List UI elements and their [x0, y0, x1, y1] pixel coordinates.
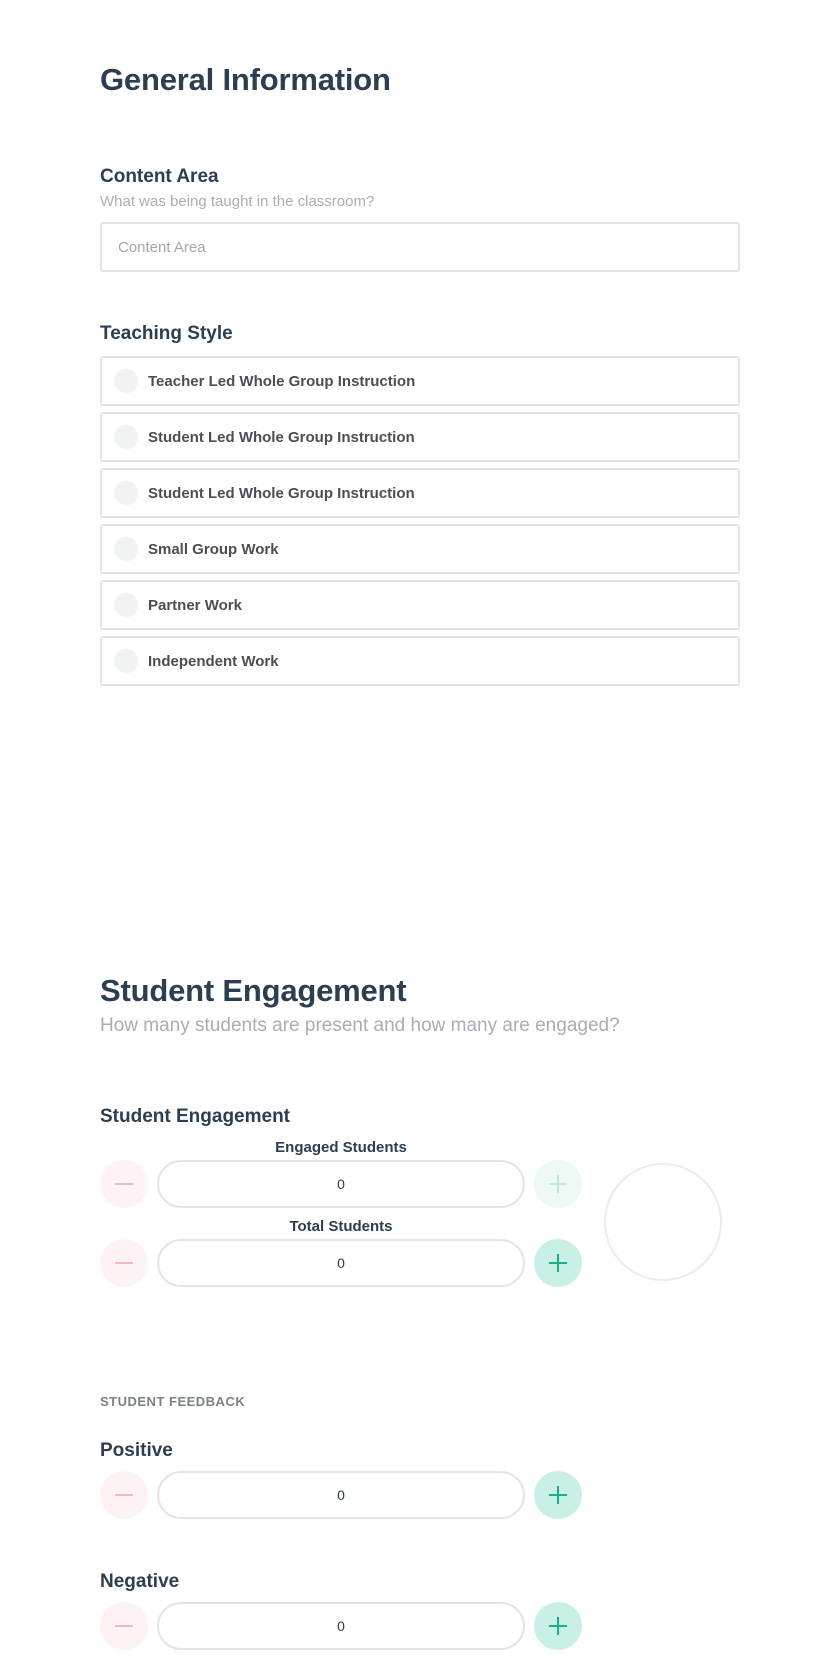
decrement-button[interactable]	[100, 1160, 148, 1208]
content-area-label: Content Area	[100, 166, 219, 187]
option-label: Small Group Work	[148, 540, 279, 558]
increment-button[interactable]	[534, 1602, 582, 1650]
plus-icon	[547, 1484, 569, 1506]
content-area-help: What was being taught in the classroom?	[100, 193, 375, 210]
plus-icon	[547, 1252, 569, 1274]
total-students-label: Total Students	[289, 1218, 393, 1235]
teaching-style-options	[100, 356, 740, 692]
increment-button[interactable]	[534, 1160, 582, 1208]
radio-button[interactable]	[114, 369, 138, 393]
minus-icon	[113, 1173, 135, 1195]
decrement-button[interactable]	[100, 1471, 148, 1519]
plus-icon	[547, 1173, 569, 1195]
radio-button[interactable]	[114, 537, 138, 561]
page-title: General Information	[100, 62, 391, 97]
decrement-button[interactable]	[100, 1239, 148, 1287]
increment-button[interactable]	[534, 1239, 582, 1287]
positive-label: Positive	[100, 1440, 173, 1461]
radio-button[interactable]	[114, 481, 138, 505]
plus-icon	[547, 1615, 569, 1637]
teaching-style-option[interactable]	[100, 636, 740, 686]
radio-button[interactable]	[114, 425, 138, 449]
teaching-style-option[interactable]	[100, 356, 740, 406]
student-feedback-heading: STUDENT FEEDBACK	[100, 1394, 246, 1409]
positive-stepper	[100, 1471, 582, 1519]
engagement-ring-chart	[604, 1163, 722, 1281]
option-label: Partner Work	[148, 596, 242, 614]
total-students-stepper	[100, 1239, 582, 1287]
option-label: Student Led Whole Group Instruction	[148, 484, 415, 502]
content-area-input[interactable]	[100, 222, 740, 272]
negative-value[interactable]: 0	[157, 1602, 525, 1650]
total-students-value[interactable]: 0	[157, 1239, 525, 1287]
engaged-students-value[interactable]: 0	[157, 1160, 525, 1208]
positive-value[interactable]: 0	[157, 1471, 525, 1519]
teaching-style-option[interactable]	[100, 524, 740, 574]
option-label: Student Led Whole Group Instruction	[148, 428, 415, 446]
decrement-button[interactable]	[100, 1602, 148, 1650]
teaching-style-option[interactable]	[100, 580, 740, 630]
teaching-style-option[interactable]	[100, 468, 740, 518]
engagement-field-label: Student Engagement	[100, 1106, 291, 1127]
radio-button[interactable]	[114, 649, 138, 673]
minus-icon	[113, 1615, 135, 1637]
negative-label: Negative	[100, 1571, 180, 1592]
option-label: Independent Work	[148, 652, 279, 670]
minus-icon	[113, 1252, 135, 1274]
teaching-style-label: Teaching Style	[100, 323, 233, 344]
radio-button[interactable]	[114, 593, 138, 617]
negative-stepper	[100, 1602, 582, 1650]
engaged-students-stepper	[100, 1160, 582, 1208]
teaching-style-option[interactable]	[100, 412, 740, 462]
engagement-title: Student Engagement	[100, 973, 407, 1008]
engaged-students-label: Engaged Students	[275, 1139, 407, 1156]
option-label: Teacher Led Whole Group Instruction	[148, 372, 416, 390]
minus-icon	[113, 1484, 135, 1506]
engagement-subtitle: How many students are present and how many are engaged?	[100, 1015, 620, 1036]
increment-button[interactable]	[534, 1471, 582, 1519]
